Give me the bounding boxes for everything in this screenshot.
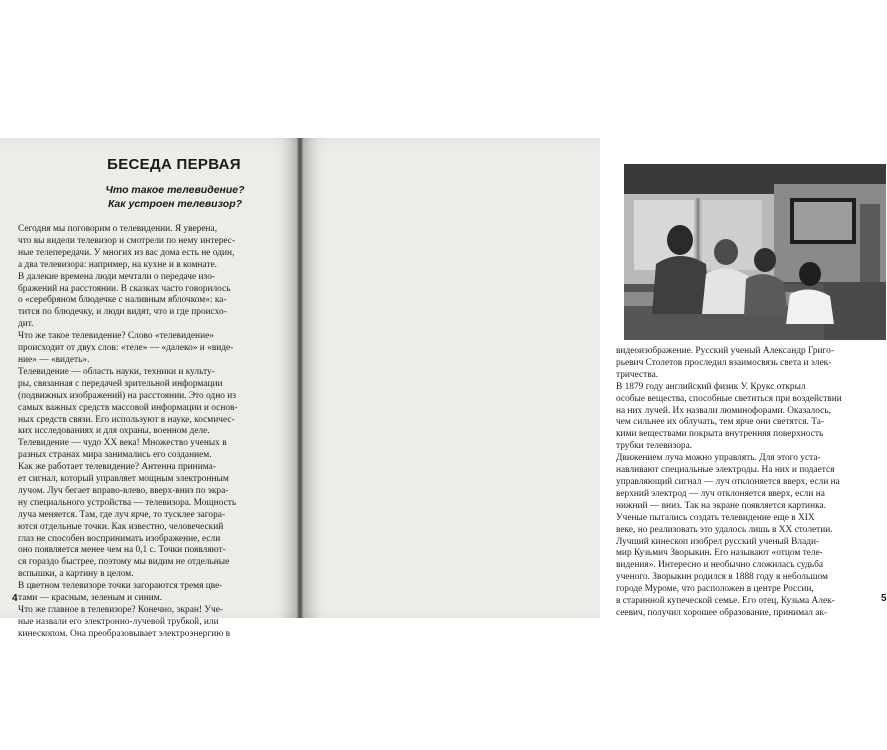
text-line: Лучший кинескоп изобрел русский ученый Влади- (616, 536, 820, 547)
text-line: видеоизображение. Русский ученый Александр Григо- (616, 346, 834, 356)
book-spread (0, 138, 887, 639)
text-line: Движением луча можно управлять. Для этого уста- (616, 453, 821, 464)
page-number: 5 (881, 593, 887, 604)
family-watching-tv-photo (624, 164, 886, 340)
text-line: глаз не способен воспринимать изображение, если (18, 533, 221, 544)
text-line: В далекие времена люди мечтали о передаче изо- (18, 271, 216, 282)
text-line: происходит от двух слов: «теле» — «далеко» и «виде- (18, 343, 234, 354)
text-line: ких исследованиях и для охраны, военном деле. (18, 426, 210, 437)
text-line: навливают специальные электроды. На них и подается (616, 465, 835, 476)
text-line: Как же работает телевидение? Антенна принима- (18, 462, 216, 473)
text-line: нижний — вниз. Так на экране появляется картинка. (616, 500, 827, 511)
subtitle-line: Что такое телевидение? (105, 184, 245, 196)
text-line: веке, но реализовать это удалось лишь в XX столетии. (616, 524, 833, 535)
text-line: кими веществами покрыта внутренняя поверхность (616, 429, 824, 440)
text-line: дит. (18, 319, 34, 330)
text-line: а два телевизора: например, на кухне и в комнате. (18, 259, 218, 270)
text-line: о «серебряном блюдечке с наливным яблочком»: ка- (18, 295, 227, 306)
text-line: Телевидение — чудо XX века! Множество ученых в (18, 438, 227, 449)
text-line: городе Муроме, что расположен в центре России, (616, 584, 814, 595)
page-number: 4 (12, 593, 18, 604)
right-page (300, 138, 887, 618)
text-line: ет сигнал, который управляет мощным электронным (18, 474, 229, 485)
text-line: ются отдельные точки. Как известно, человеческий (18, 521, 224, 532)
text-line: Телевидение — область науки, техники и культу- (18, 366, 215, 377)
text-line: трубки телевизора. (616, 441, 693, 452)
text-line: тится по блюдечку, и люди видят, что и где происхо- (18, 307, 227, 318)
text-line: самых важных средств массовой информации и основ- (18, 402, 238, 413)
text-line: ры, связанная с передачей зрительной информации (18, 378, 223, 389)
text-line: луча меняется. Там, где луч ярче, то тусклее загора- (18, 509, 226, 520)
text-line: В цветном телевизоре точки загораются тремя цве- (18, 581, 223, 592)
text-line: Сегодня мы поговорим о телевидении. Я уверена, (18, 224, 218, 234)
text-line: видения». Интересно и необычно сложилась судьба (616, 560, 824, 571)
right-body-text (616, 346, 886, 620)
text-line: рьевич Столетов проследил взаимосвязь света и элек- (616, 357, 832, 368)
text-line: чем сильнее их облучать, тем ярче они светятся. Та- (616, 417, 825, 428)
left-page (0, 138, 300, 639)
text-line: В 1879 году английский физик У. Крукс открыл (616, 381, 806, 392)
text-line: сеевич, получил хорошее образование, принимал ак- (616, 607, 828, 618)
text-line: оно появляется менее чем на 0,1 с. Точки появляют- (18, 545, 226, 556)
text-line: вспышки, а картину в целом. (18, 569, 134, 580)
text-line: кинескопом. Она преобразовывает электроэнергию в (18, 628, 230, 639)
text-line: Что же главное в телевизоре? Конечно, экран! Уче- (18, 605, 223, 615)
subtitle-line: Как устроен телевизор? (107, 198, 243, 210)
text-line: на них лучей. Их назвали люминофорами. Оказалось, (616, 405, 831, 416)
text-line: верхний электрод — луч отклоняется вверх, если на (616, 488, 825, 499)
chapter-subtitle (70, 183, 280, 211)
text-line: ученого. Зворыкин родился в 1888 году в небольшом (616, 572, 828, 583)
text-line: мир Кузьмич Зворыкин. Его называют «отцом теле- (616, 548, 823, 559)
text-line: в старинной купеческой семье. Его отец, Кузьма Алек- (616, 596, 835, 607)
text-line: особые вещества, способные светиться при воздействии (616, 393, 842, 404)
text-line: тричества. (616, 369, 659, 380)
text-line: ну специального устройства — телевизора. Мощность (18, 497, 237, 508)
left-body-text (18, 224, 284, 641)
text-line: Ученые пытались создать телевидение еще в XIX (616, 512, 815, 523)
text-line: ных средств связи. Его используют в науке, космичес- (18, 414, 235, 425)
text-line: ные телепередачи. У многих из вас дома есть не один, (18, 247, 235, 258)
chapter-heading: БЕСЕДА ПЕРВАЯ (107, 156, 241, 173)
text-line: что вы видели телевизор и смотрели по нему интерес- (18, 235, 236, 246)
text-line: ные назвали его электронно-лучевой трубкой, или (18, 616, 219, 627)
text-line: Что же такое телевидение? Слово «телевидение» (18, 331, 214, 342)
book-gutter (297, 138, 303, 618)
text-line: управляющий сигнал — луч отклоняется вверх, если на (616, 476, 840, 487)
text-line: бражений на расстоянии. В сказках часто говорилось (18, 283, 231, 294)
text-line: разных странах мира занимались его созданием. (18, 450, 212, 461)
text-line: ся гораздо быстрее, поэтому мы видим не отдельные (18, 557, 230, 568)
text-line: тами — красным, зеленым и синим. (18, 593, 163, 604)
text-line: ние» — «видеть». (18, 354, 90, 365)
text-line: лучом. Луч бегает вправо-влево, вверх-вниз по экра- (18, 485, 229, 496)
text-line: (подвижных изображений) на расстоянии. Это одно из (18, 390, 236, 401)
